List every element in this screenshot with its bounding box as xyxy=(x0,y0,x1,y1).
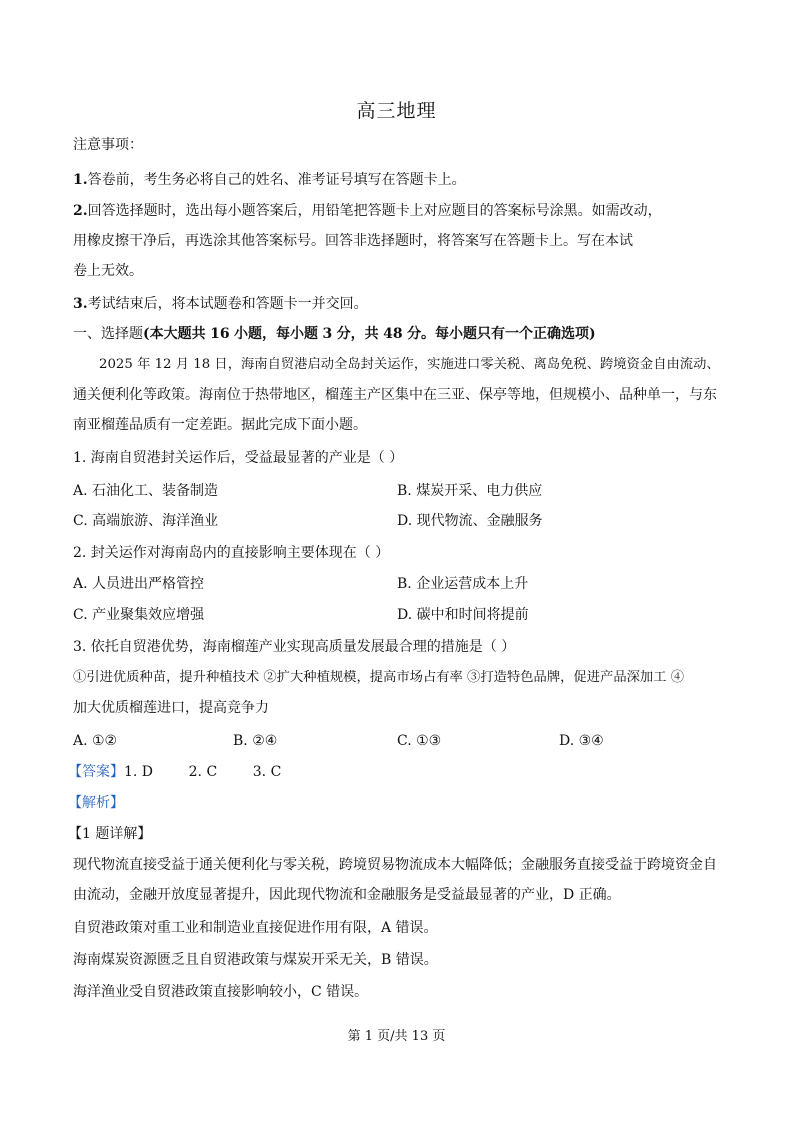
passage-line-2: 通关便利化等政策。海南位于热带地区，榴莲主产区集中在三亚、保亭等地，但规模小、品种单一，与东 xyxy=(73,387,717,403)
section-heading xyxy=(73,324,723,344)
question-2-option-a: A. 人员进出严格管控 xyxy=(73,576,205,592)
question-2-option-b: B. 企业运营成本上升 xyxy=(397,576,529,592)
notice-item-2-text-a: 回答选择题时，选出每小题答案后，用铅笔把答题卡上对应题目的答案标号涂黑。如需改动， xyxy=(87,203,662,219)
notice-heading: 注意事项： xyxy=(73,137,143,153)
section-total: 48 xyxy=(383,326,403,342)
notice-item-3 xyxy=(73,294,723,314)
analysis-detail-label: 【1 题详解】 xyxy=(68,826,152,842)
question-3-statements-line-2: 加大优质榴莲进口，提高竞争力 xyxy=(73,700,269,716)
section-points: 3 xyxy=(322,326,333,342)
section-text-4: 分。每小题只有一个正确选项) xyxy=(407,326,596,342)
question-2-option-c: C. 产业聚集效应增强 xyxy=(73,607,205,623)
question-1-stem: 1. 海南自贸港封关运作后，受益最显著的产业是（ ） xyxy=(73,450,404,466)
question-3-option-d: D. ③④ xyxy=(559,733,604,749)
question-1-option-b: B. 煤炭开采、电力供应 xyxy=(397,483,543,499)
analysis-paragraph-3: 海南煤炭资源匮乏且自贸港政策与煤炭开采无关，B 错误。 xyxy=(73,952,438,968)
notice-item-3-text: 考试结束后，将本试题卷和答题卡一并交回。 xyxy=(87,296,368,312)
question-3-option-b: B. ②④ xyxy=(233,733,278,749)
section-text-1: (本大题共 xyxy=(143,326,206,342)
question-3-statements-line-1: ①引进优质种苗，提升种植技术 ②扩大种植规模，提高市场占有率 ③打造特色品牌，促进产品深加工 ④ xyxy=(73,670,685,685)
notice-item-1-text: 答卷前，考生务必将自己的姓名、准考证号填写在答题卡上。 xyxy=(87,172,466,188)
question-2-option-d: D. 碳中和时间将提前 xyxy=(397,607,529,623)
question-1-option-c: C. 高端旅游、海洋渔业 xyxy=(73,513,219,529)
passage-line-3: 南亚榴莲品质有一定差距。据此完成下面小题。 xyxy=(73,417,367,433)
question-3-stem: 3. 依托自贸港优势，海南榴莲产业实现高质量发展最合理的措施是（ ） xyxy=(73,639,516,655)
section-question-count: 16 xyxy=(210,326,230,342)
section-prefix: 一、选择题 xyxy=(73,326,143,342)
page-title: 高三地理 xyxy=(356,100,437,122)
notice-item-2-number: 2. xyxy=(73,203,88,219)
question-1-option-a: A. 石油化工、装备制造 xyxy=(73,483,219,499)
notice-item-2-text-b: 用橡皮擦干净后，再选涂其他答案标号。回答非选择题时，将答案写在答题卡上。写在本试 xyxy=(73,233,633,249)
question-3-option-c: C. ①③ xyxy=(397,733,442,749)
answer-values: 1. D 2. C 3. C xyxy=(124,764,282,780)
section-text-2: 小题，每小题 xyxy=(234,326,319,342)
analysis-label: 【解析】 xyxy=(68,795,124,811)
analysis-paragraph-4: 海洋渔业受自贸港政策直接影响较小，C 错误。 xyxy=(73,984,369,1000)
passage-line-1: 2025 年 12 月 18 日，海南自贸港启动全岛封关运作，实施进口零关税、离岛免税、跨境资金自由流动、 xyxy=(99,357,720,372)
notice-item-1 xyxy=(73,170,723,190)
notice-item-2 xyxy=(73,201,723,221)
analysis-paragraph-1a: 现代物流直接受益于通关便利化与零关税，跨境贸易物流成本大幅降低；金融服务直接受益于跨境资金自 xyxy=(73,857,717,873)
notice-item-1-number: 1. xyxy=(73,172,88,188)
analysis-paragraph-1b: 由流动，金融开放度显著提升，因此现代物流和金融服务是受益最显著的产业，D 正确。 xyxy=(73,887,621,903)
answer-row xyxy=(68,762,718,782)
page-footer: 第 1 页/共 13 页 xyxy=(347,1029,446,1044)
answer-label: 【答案】 xyxy=(68,764,124,780)
notice-item-3-number: 3. xyxy=(73,296,88,312)
question-3-option-a: A. ①② xyxy=(73,733,118,749)
notice-item-2-text-c: 卷上无效。 xyxy=(73,263,143,279)
question-2-stem: 2. 封关运作对海南岛内的直接影响主要体现在（ ） xyxy=(73,545,390,561)
question-1-option-d: D. 现代物流、金融服务 xyxy=(397,513,543,529)
section-text-3: 分，共 xyxy=(336,326,379,342)
analysis-paragraph-2: 自贸港政策对重工业和制造业直接促进作用有限，A 错误。 xyxy=(73,920,438,936)
